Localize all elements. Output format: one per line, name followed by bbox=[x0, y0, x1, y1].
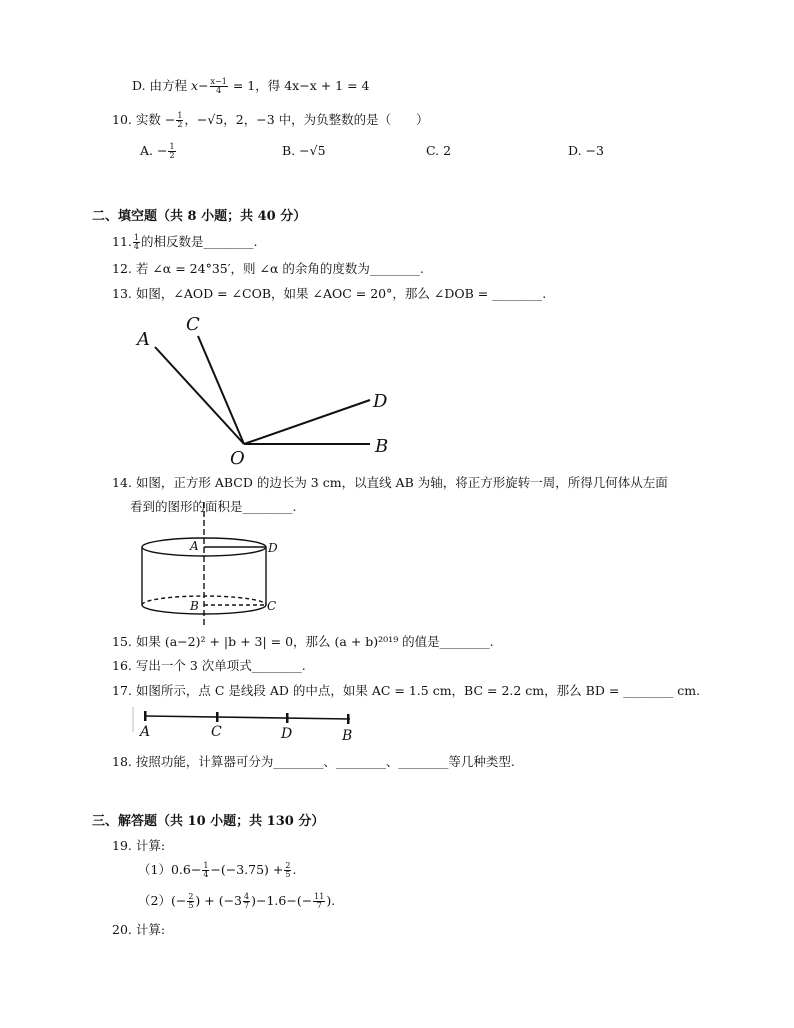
q13-label-b: B bbox=[375, 436, 389, 457]
ray-OD bbox=[244, 400, 370, 444]
q13-label-d: D bbox=[373, 391, 388, 412]
q17: 17. 如图所示，点 C 是线段 AD 的中点，如果 AC = 1.5 cm，BC = 2.2 cm，那么 BD = ________ cm. bbox=[112, 683, 701, 698]
q14-label-c: C bbox=[267, 599, 277, 613]
q13-label-c: C bbox=[186, 314, 200, 335]
q13: 13. 如图，∠AOD = ∠COB，如果 ∠AOC = 20°，那么 ∠DOB = ________. bbox=[112, 286, 547, 301]
q10-option-d[interactable]: D. −3 bbox=[568, 143, 604, 158]
q19-part2: （2）(− $\frac{2}{5}$ ) + (−3 $\frac{4}{7}$ )−1.6−(− $\frac{11}{7}$ ). bbox=[138, 892, 336, 910]
q10-option-a[interactable]: A. − $\frac{1}{2}$ bbox=[140, 142, 175, 160]
q17-label-b: B bbox=[342, 728, 353, 744]
q17-label-d: D bbox=[281, 726, 293, 742]
q14-label-b: B bbox=[190, 599, 199, 613]
q10-option-c[interactable]: C. 2 bbox=[426, 143, 452, 158]
q10-stem: 10. 实数 − $\frac{1}{2}$ ，−√5，2，−3 中，为负整数的是（ ） bbox=[112, 111, 429, 129]
section-3-title: 三、解答题（共 10 小题；共 130 分） bbox=[92, 814, 325, 829]
q9-fraction: $\frac{x-1}{4}$ bbox=[210, 77, 227, 95]
q13-label-a: A bbox=[137, 329, 150, 350]
q19-part1: （1）0.6− $\frac{1}{4}$ −(−3.75) + $\frac{2}{5}$ . bbox=[138, 861, 297, 879]
q19-title: 19. 计算: bbox=[112, 838, 166, 853]
q10-fraction: $\frac{1}{2}$ bbox=[177, 111, 183, 129]
q10-option-b[interactable]: B. −√5 bbox=[282, 143, 326, 158]
q9-d-label: D. 由方程 bbox=[132, 78, 188, 93]
q20-title: 20. 计算: bbox=[112, 922, 166, 937]
ray-OC bbox=[198, 336, 244, 444]
q16: 16. 写出一个 3 次单项式________. bbox=[112, 658, 306, 673]
q14-label-d: D bbox=[268, 541, 278, 555]
q11-fraction: $\frac{1}{4}$ bbox=[133, 233, 139, 251]
q12: 12. 若 ∠α = 24°35′，则 ∠α 的余角的度数为________. bbox=[112, 261, 424, 276]
q14-line2: 看到的图形的面积是________. bbox=[130, 499, 297, 514]
q15: 15. 如果 (a−2)² + |b + 3| = 0，那么 (a + b)²⁰¹⁹ 的值是________. bbox=[112, 634, 494, 649]
q13-label-o: O bbox=[230, 448, 245, 469]
q14-line1: 14. 如图，正方形 ABCD 的边长为 3 cm，以直线 AB 为轴，将正方形旋转一周，所得几何体从左面 bbox=[112, 475, 668, 490]
q18: 18. 按照功能，计算器可分为________、________、________等几种类型. bbox=[112, 754, 515, 769]
q14-label-a: A bbox=[190, 539, 199, 553]
ray-OA bbox=[155, 347, 244, 444]
section-2-title: 二、填空题（共 8 小题；共 40 分） bbox=[92, 209, 307, 224]
q9-option-d bbox=[132, 78, 370, 95]
q9-d-x: x− bbox=[191, 78, 209, 93]
q17-label-c: C bbox=[211, 724, 222, 740]
q11: 11. $\frac{1}{4}$ 的相反数是________. bbox=[112, 233, 258, 251]
q17-label-a: A bbox=[140, 724, 151, 740]
q9-d-eq: = 1，得 4x−x + 1 = 4 bbox=[232, 78, 370, 93]
